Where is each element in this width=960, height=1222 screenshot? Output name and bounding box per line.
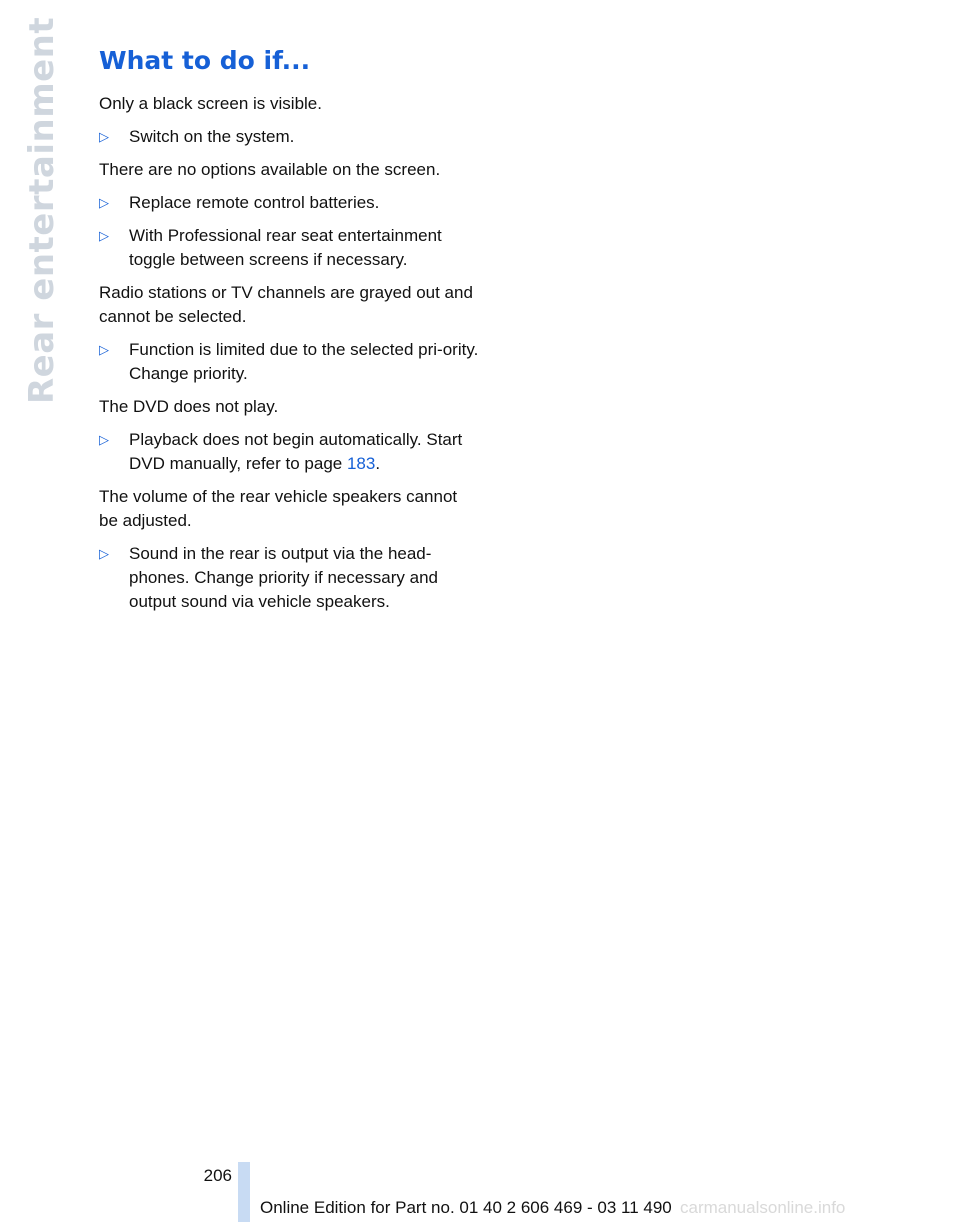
triangle-bullet-icon: ▷ (99, 129, 109, 144)
solution-start-dvd (99, 428, 479, 476)
triangle-bullet-icon: ▷ (99, 228, 109, 243)
page-number: 206 (203, 1166, 232, 1185)
side-section-title-text: Rear entertainment (22, 16, 62, 404)
problem-no-options: There are no options available on the screen. (99, 160, 441, 179)
edition-text: Online Edition for Part no. 01 40 2 606 469 - 03 11 490 (260, 1198, 672, 1217)
solution-text: Function is limited due to the selected pri-ority. Change priority. (129, 340, 479, 383)
solution-text-before: Playback does not begin automatically. Start DVD manually, refer to page (129, 430, 463, 473)
solution-text: With Professional rear seat entertainment toggle between screens if necessary. (129, 226, 442, 269)
solution-change-priority (99, 338, 479, 386)
solution-replace-batteries (99, 191, 479, 215)
problem-dvd-not-play: The DVD does not play. (99, 397, 279, 416)
triangle-bullet-icon: ▷ (99, 342, 109, 357)
solution-text: Replace remote control batteries. (129, 193, 380, 212)
page-heading: What to do if... (99, 46, 311, 75)
footer-accent-bar (238, 1162, 250, 1222)
triangle-bullet-icon: ▷ (99, 432, 109, 447)
solution-text: Switch on the system. (129, 127, 295, 146)
page-reference-link[interactable]: 183 (346, 454, 376, 473)
main-content (99, 44, 479, 623)
solution-headphones (99, 542, 479, 614)
solution-text-after: . (375, 454, 381, 473)
solution-text (129, 430, 462, 473)
watermark-text: carmanualsonline.info (680, 1198, 846, 1217)
solution-switch-on (99, 125, 479, 149)
solution-toggle-screens (99, 224, 479, 272)
triangle-bullet-icon: ▷ (99, 195, 109, 210)
problem-grayed-out: Radio stations or TV channels are grayed out and cannot be selected. (99, 283, 473, 326)
side-section-title (22, 16, 62, 404)
triangle-bullet-icon: ▷ (99, 546, 109, 561)
problem-black-screen: Only a black screen is visible. (99, 94, 322, 113)
solution-text: Sound in the rear is output via the head-phones. Change priority if necessary and output sound via vehicle speakers. (129, 544, 439, 611)
problem-volume: The volume of the rear vehicle speakers cannot be adjusted. (99, 487, 458, 530)
